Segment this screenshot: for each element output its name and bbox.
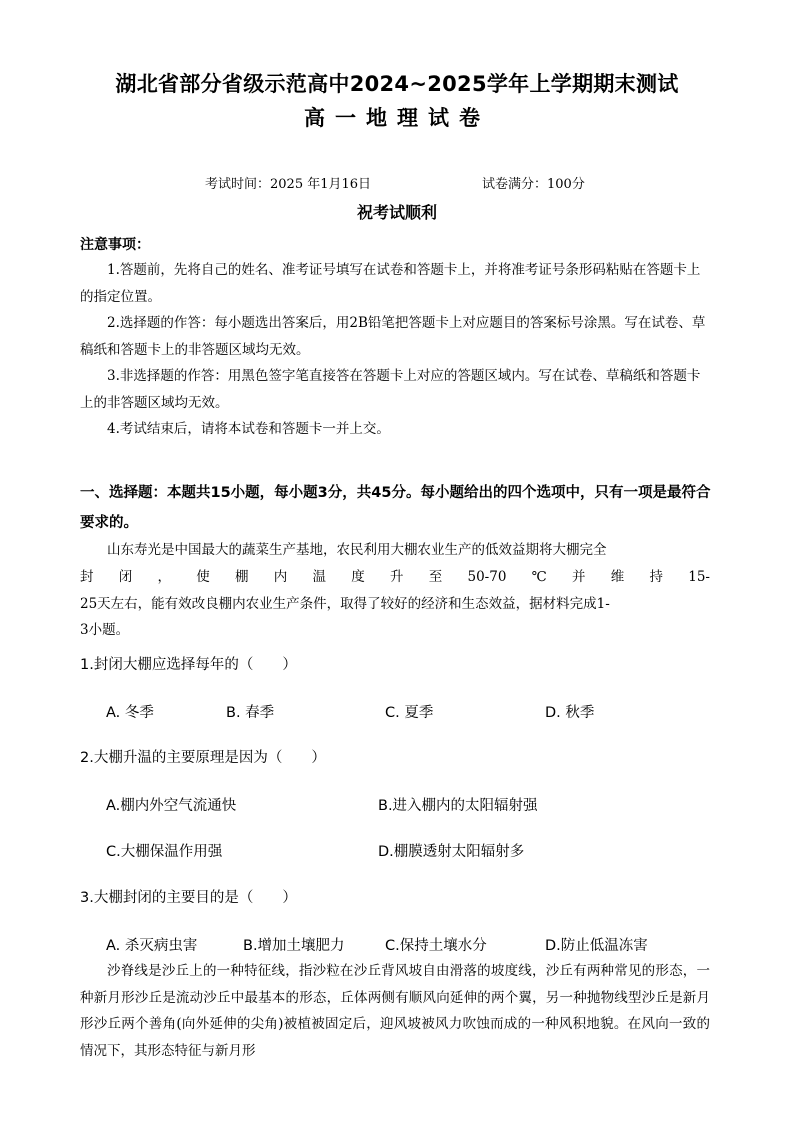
good-luck-text: 祝考试顺利: [356, 203, 437, 222]
q3-option-a: A. 杀灭病虫害: [106, 938, 198, 954]
full-score: 试卷满分：100分: [482, 177, 585, 192]
question-2-stem: 2.大棚升温的主要原理是因为（ ）: [80, 750, 326, 766]
note-item-3: 3.非选择题的作答：用黑色签字笔直接答在答题卡上对应的答题区域内。写在试卷、草稿纸和答题卡上的非答题区域均无效。: [80, 368, 701, 411]
notes-heading: 注意事项：: [80, 237, 150, 253]
q2-option-d: D.棚膜透射太阳辐射多: [378, 844, 525, 860]
exam-time: 考试时间：2025 年1月16日: [205, 177, 372, 192]
passage1-line4: 3小题。: [80, 622, 130, 638]
q3-option-d: D.防止低温冻害: [545, 938, 648, 954]
section-heading: 一、选择题：本题共15小题，每小题3分，共45分。每小题给出的四个选项中，只有一项是最符合要求的。: [80, 485, 711, 531]
passage2: 沙脊线是沙丘上的一种特征线，指沙粒在沙丘背风坡自由滑落的坡度线，沙丘有两种常见的形态，一种新月形沙丘是流动沙丘中最基本的形态，丘体两侧有顺风向延伸的两个翼，另一种抛物线型沙丘是新月形沙丘两个善角(向外延伸的尖角)被植被固定后，迎风坡被风力吹蚀而成的一种风积地貌。在风向一致的情况下，其形态特征与新月形: [80, 963, 710, 1059]
note-item-2: 2.选择题的作答：每小题选出答案后，用2B铅笔把答题卡上对应题目的答案标号涂黑。写在试卷、草稿纸和答题卡上的非答题区域均无效。: [80, 315, 706, 358]
q3-option-b: B.增加土壤肥力: [243, 938, 345, 954]
q1-option-d: D. 秋季: [545, 705, 595, 721]
passage1-line1: 山东寿光是中国最大的蔬菜生产基地，农民利用大棚农业生产的低效益期将大棚完全: [107, 542, 607, 558]
q2-option-a: A.棚内外空气流通快: [106, 798, 237, 814]
q1-option-a: A. 冬季: [106, 705, 154, 721]
question-1-stem: 1.封闭大棚应选择每年的（ ）: [80, 657, 297, 673]
q2-option-c: C.大棚保温作用强: [106, 844, 223, 860]
q2-option-b: B.进入棚内的太阳辐射强: [378, 798, 538, 814]
q1-option-c: C. 夏季: [385, 705, 434, 721]
exam-subtitle: 高一地理试卷: [304, 106, 490, 130]
question-3-stem: 3.大棚封闭的主要目的是（ ）: [80, 890, 297, 906]
exam-title: 湖北省部分省级示范高中2024~2025学年上学期期末测试: [115, 72, 679, 96]
note-item-4: 4.考试结束后，请将本试卷和答题卡一并上交。: [107, 421, 390, 437]
passage1-line2: 封闭，使棚内温度升至50-70℃并维持15-: [80, 569, 710, 585]
q1-option-b: B. 春季: [226, 705, 275, 721]
q3-option-c: C.保持土壤水分: [385, 938, 487, 954]
passage1-line3: 25天左右，能有效改良棚内农业生产条件，取得了较好的经济和生态效益，据材料完成1-: [80, 596, 610, 612]
note-item-1: 1.答题前，先将自己的姓名、准考证号填写在试卷和答题卡上，并将准考证号条形码粘贴在答题卡上的指定位置。: [80, 262, 701, 305]
